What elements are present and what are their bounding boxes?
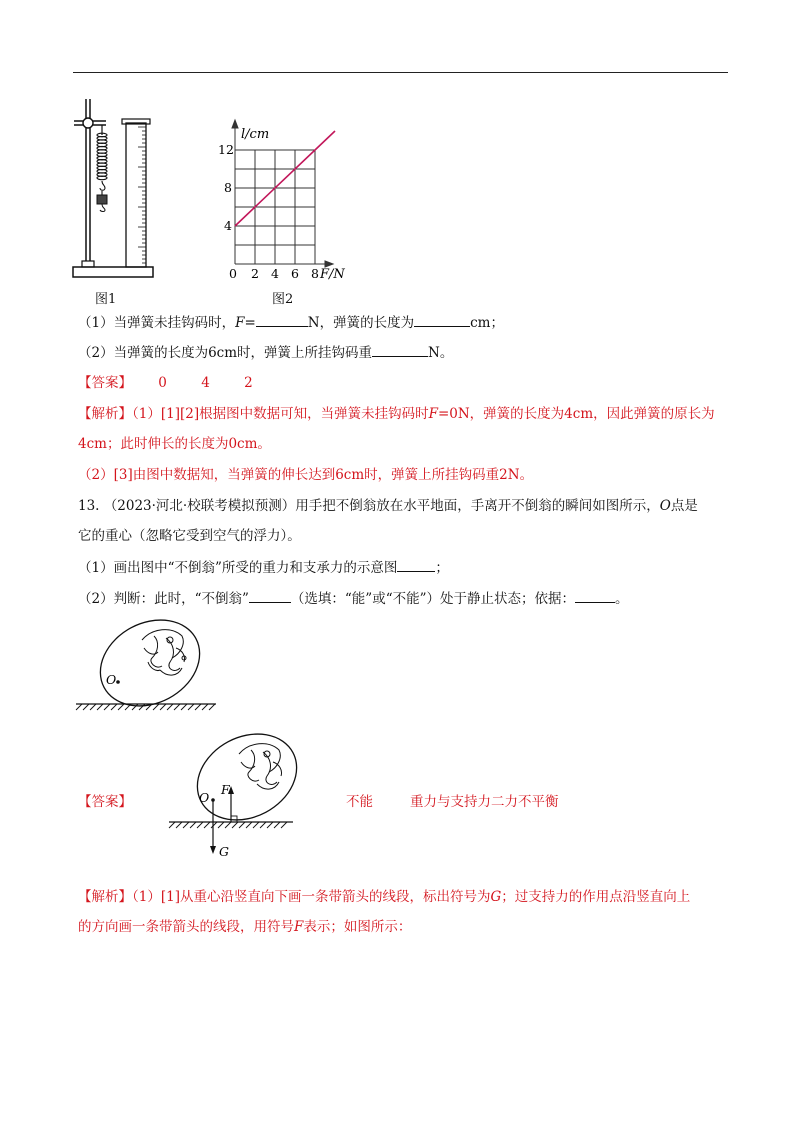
q13-analysis-line-2: 的方向画一条带箭头的线段，用符号F表示；如图所示： [78, 919, 412, 935]
q13-blank-2[interactable] [249, 588, 291, 603]
q13-answer-label: 【答案】 [78, 794, 132, 810]
chart-x-tick-label: 4 [271, 266, 279, 281]
chart-y-tick-label: 8 [224, 180, 232, 195]
q12-part-1: （1）当弹簧未挂钩码时，F= N，弹簧的长度为 cm； [78, 312, 504, 333]
chart-x-tick-label: 2 [251, 266, 259, 281]
q13-answer-1: 不能 [346, 794, 373, 810]
chart-x-tick-label: 8 [311, 266, 319, 281]
chart-x-axis-label: F/N [320, 267, 345, 282]
q12-blank-2[interactable] [414, 312, 470, 327]
q12-blank-3[interactable] [372, 342, 428, 357]
figure-1-caption: 图1 [95, 292, 117, 307]
force-diagram-center-label: O [199, 790, 210, 805]
figure-2-caption: 图2 [272, 292, 294, 307]
q13-stem-line-1: 13. （2023·河北·校联考模拟预测）用手把不倒翁放在水平地面，手离开不倒翁的瞬间如图所示，O点是 [78, 498, 698, 514]
q12-answer: 【答案】 0 4 2 [78, 375, 253, 391]
q13-analysis-line-1: 【解析】（1）[1]从重心沿竖直向下画一条带箭头的线段，标出符号为G；过支持力的作用点沿竖直向上 [78, 889, 691, 905]
q13-part-2: （2）判断：此时，“不倒翁” （选填：“能”或“不能”）处于静止状态；依据： 。 [78, 588, 629, 609]
chart-y-axis-arrow [232, 120, 238, 128]
q13-part-1: （1）画出图中“不倒翁”所受的重力和支承力的示意图 ； [78, 557, 449, 578]
q12-blank-1[interactable] [256, 312, 308, 327]
chart-x-tick-label: 6 [291, 266, 299, 281]
q12-analysis-line-2: 4cm；此时伸长的长度为0cm。 [78, 436, 271, 452]
tumbler-figure [72, 618, 222, 718]
q13-stem-line-2: 它的重心（忽略它受到空气的浮力）。 [78, 528, 301, 544]
support-force-label: F [221, 782, 230, 797]
chart-y-tick-label: 12 [218, 142, 234, 157]
header-rule [73, 72, 728, 73]
q13-blank-1[interactable] [397, 557, 435, 572]
tumbler-center-label: O [106, 672, 117, 687]
tumbler-force-diagram [165, 732, 315, 862]
q13-answer-2: 重力与支持力二力不平衡 [410, 794, 559, 810]
q12-analysis-line-1: 【解析】（1）[1][2]根据图中数据可知，当弹簧未挂钩码时F=0N，弹簧的长度为4cm，因此弹簧的原长为 [78, 406, 715, 422]
chart-origin-label: 0 [229, 266, 237, 281]
chart-y-tick-label: 4 [224, 218, 232, 233]
q12-analysis-line-3: （2）[3]由图中数据知，当弹簧的伸长达到6cm时，弹簧上所挂钩码重2N。 [78, 467, 534, 483]
gravity-label: G [219, 844, 229, 859]
spring-length-chart [215, 112, 355, 287]
spring-apparatus-figure [70, 95, 160, 285]
q13-blank-3[interactable] [575, 588, 615, 603]
chart-y-axis-label: l/cm [241, 127, 270, 142]
chart-series-line [235, 131, 335, 226]
q12-part-2: （2）当弹簧的长度为6cm时，弹簧上所挂钩码重 N。 [78, 342, 453, 363]
